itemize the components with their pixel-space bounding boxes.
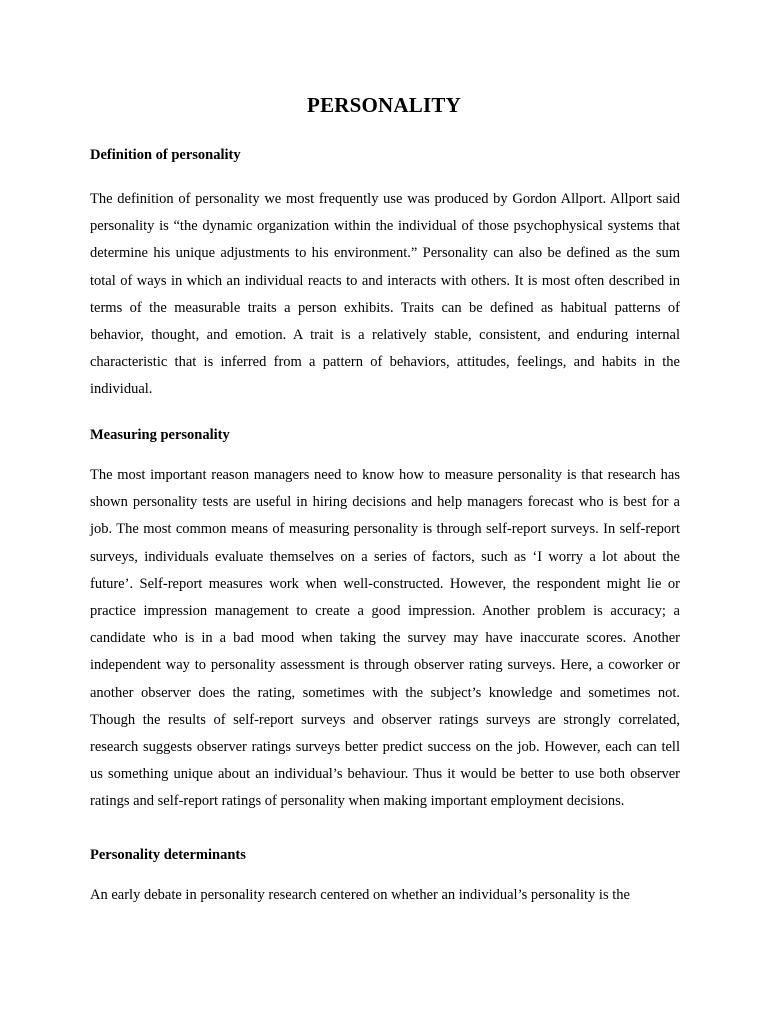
section-body-determinants: An early debate in personality research centered on whether an individual’s personality is the xyxy=(90,887,630,903)
section-heading-measuring: Measuring personality xyxy=(90,427,230,443)
section-heading-definition: Definition of personality xyxy=(90,147,241,163)
section-body-measuring: The most important reason managers need to know how to measure personality is that research has shown personality tests are useful in hiring decisions and help managers forecast who is best for a job. The most common means of measuring personality is through self-report surveys. In self-report surveys, individuals evaluate themselves on a series of factors, such as ‘I worry a lot about the future’. Self-report measures work when well-constructed. However, the respondent might lie or practice impression management to create a good impression. Another problem is accuracy; a candidate who is in a bad mood when taking the survey may have inaccurate scores. Another independent way to personality assessment is through observer rating surveys. Here, a coworker or another observer does the rating, sometimes with the subject’s knowledge and sometimes not. Though the results of self-report surveys and observer ratings surveys are strongly correlated, research suggests observer ratings surveys better predict success on the job. However, each can tell us something unique about an individual’s behaviour. Thus it would be better to use both observer ratings and self-report ratings of personality when making important employment decisions. xyxy=(90,467,680,810)
page-title: PERSONALITY xyxy=(307,93,461,117)
section-heading-determinants: Personality determinants xyxy=(90,847,246,863)
section-body-definition: The definition of personality we most frequently use was produced by Gordon Allport. Allport said personality is “the dynamic organization within the individual of those psychophysical systems that determine his unique adjustments to his environment.” Personality can also be defined as the sum total of ways in which an individual reacts to and interacts with others. It is most often described in terms of the measurable traits a person exhibits. Traits can be defined as habitual patterns of behavior, thought, and emotion. A trait is a relatively stable, consistent, and enduring internal characteristic that is inferred from a pattern of behaviors, attitudes, feelings, and habits in the individual. xyxy=(90,191,680,398)
